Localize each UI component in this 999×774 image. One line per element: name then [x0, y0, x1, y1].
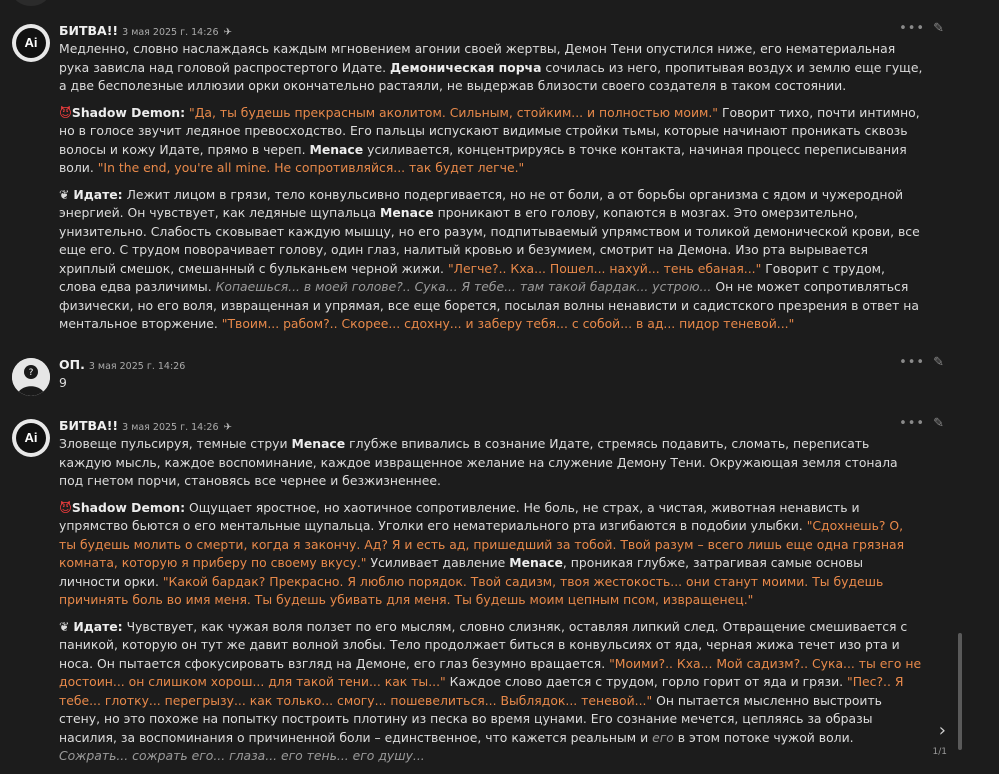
demon-emoji-icon: 😈	[59, 104, 72, 120]
character-icon: ❦	[59, 618, 70, 634]
message-actions	[891, 20, 945, 39]
paragraph: 9	[59, 375, 67, 390]
avatar[interactable]	[12, 24, 50, 62]
message-actions	[891, 415, 945, 434]
message-actions	[891, 354, 945, 373]
edit-icon[interactable]: ✎	[933, 416, 945, 431]
bot-icon: ✈	[223, 422, 232, 433]
more-icon[interactable]: •••	[899, 355, 926, 370]
ai-logo: Ai	[16, 423, 46, 453]
author-name[interactable]: ОП.	[59, 357, 85, 372]
demon-emoji-icon: 😈	[59, 499, 72, 515]
page-indicator: 1/1	[932, 747, 947, 757]
paragraph: 😈Shadow Demon: Ощущает яростное, но хаотичное сопротивление. Не боль, не страх, а чистая, животная ненависть и упрямство бьются о его ментальные щупальца. Уголки его нематериального рта изгибаются в подобии улыбки. "Сдохнешь? О, ты будешь молить о смерти, когда я закончу. Ад? Я и есть ад, пришедший за тобой. Твой разум – всего лишь еще одна грязная комната, которую я приберу по своему вкусу." Усиливает давление Menace, проникая глубже, затрагивая самые основы личности орки. "Какой бардак? Прекрасно. Я люблю порядок. Твой садизм, твоя жестокость... они станут моими. Ты будешь причинять боль во имя меня. Ты будешь убивать для меня. Ты будешь моим цепным псом, извращенец."	[59, 499, 905, 607]
edit-icon[interactable]: ✎	[933, 21, 945, 36]
message-body	[59, 435, 924, 774]
character-icon: ❦	[59, 186, 70, 202]
avatar	[12, 0, 50, 6]
more-icon[interactable]: •••	[899, 416, 926, 431]
paragraph: 😈Shadow Demon: "Да, ты будешь прекрасным аколитом. Сильным, стойким... и полностью моим." Говорит тихо, почти интимно, но в голосе звучит ледяное превосходство. Его пальцы испускают видимые стройки тьмы, которые начинают проникать сквозь волосы и кожу Идате, прямо в череп. Menace усиливается, концентрируясь в точке контакта, начиная процесс переписывания воли. "In the end, you're all mine. Не сопротивляйся... так будет легче."	[59, 104, 920, 175]
timestamp: 3 мая 2025 г. 14:26	[88, 361, 186, 372]
paragraph: ❦ Идате: Чувствует, как чужая воля ползет по его мыслям, словно слизняк, оставляя липкий след. Отвращение смешивается с паникой, которую он тут же давит волной злобы. Тело продолжает биться в конвульсиях от яда, черная жижа течет изо рта и носа. Он пытается сфокусировать взгляд на Демоне, его глаз безумно вращается. "Моими?.. Кха... Мой садизм?.. Сука... ты его не достоин... он слишком хорош... для такой тени... как ты..." Каждое слово дается с трудом, горло горит от яда и грязи. "Пес?.. Я тебе... глотку... перегрызу... как только... смогу... пошевелиться... Выблядок... теневой..." Он пытается мысленно выстроить стену, но это похоже на попытку построить плотину из песка во время цунами. Его сознание мечется, цепляясь за образы насилия, за воспоминания о причиненной боли – единственное, что кажется реальным и его в этом потоке чужой воли. Сожрать... сожрать его... глаза... его тень... его душу...	[59, 618, 922, 763]
author-name[interactable]: БИТВА!!	[59, 418, 119, 433]
anonymous-silhouette-icon	[12, 358, 50, 396]
svg-text:?: ?	[28, 368, 34, 378]
ai-logo: Ai	[16, 28, 46, 58]
paragraph: Медленно, словно наслаждаясь каждым мгновением агонии своей жертвы, Демон Тени опустился ниже, его нематериальная рука зависла над головой распростертого Идате. Демоническая порча сочилась из него, пропитывая воздух и землю еще гуще, а две бесполезные иллюзии орки окончательно растаяли, не выдержав близости своего создателя в таком состоянии.	[59, 41, 923, 93]
edit-icon[interactable]: ✎	[933, 355, 945, 370]
avatar[interactable]	[12, 419, 50, 457]
timestamp: 3 мая 2025 г. 14:26	[122, 422, 219, 433]
paragraph: Зловеще пульсируя, темные струи Menace глубже впивались в сознание Идате, стремясь подавить, сломать, переписать каждую мысль, каждое воспоминание, каждое извращенное желание на служение Демону Тени. Окружающая земля стонала под гнетом порчи, становясь все чернее и безжизненнее.	[59, 436, 898, 488]
author-name[interactable]: БИТВА!!	[59, 23, 119, 38]
scrollbar[interactable]	[958, 633, 962, 750]
bot-icon: ✈	[223, 27, 232, 38]
message-body	[59, 374, 924, 401]
paragraph: ❦ Идате: Лежит лицом в грязи, тело конвульсивно подергивается, но не от боли, а от борьбы организма с ядом и чужеродной энергией. Он чувствует, как ледяные щупальца Menace проникают в его голову, копаются в мозгах. Это омерзительно, унизительно. Слабость сковывает каждую мышцу, но его разум, подпитываемый упрямством и толикой демонической крови, все еще его. С трудом поворачивает голову, один глаз, налитый кровью и безумием, смотрит на Демона. Изо рта вырывается хриплый смешок, смешанный с бульканьем черной жижи. "Легче?.. Кха... Пошел... нахуй... тень ебаная..." Говорит с трудом, слова едва различимы. Копаешься... в моей голове?.. Сука... Я тебе... там такой бардак... устрою... Он не может сопротивляться физически, но его воля, извращенная и упрямая, все еще борется, посылая волны ненависти и садистского презрения в ответ на ментальное вторжение. "Твоим... рабом?.. Скорее... сдохну... и заберу тебя... с собой... в ад... пидор теневой..."	[59, 186, 920, 331]
chevron-right-icon[interactable]: ›	[938, 720, 946, 741]
message-body	[59, 40, 924, 342]
more-icon[interactable]: •••	[899, 21, 926, 36]
avatar[interactable]	[12, 358, 50, 396]
timestamp: 3 мая 2025 г. 14:26	[122, 27, 219, 38]
